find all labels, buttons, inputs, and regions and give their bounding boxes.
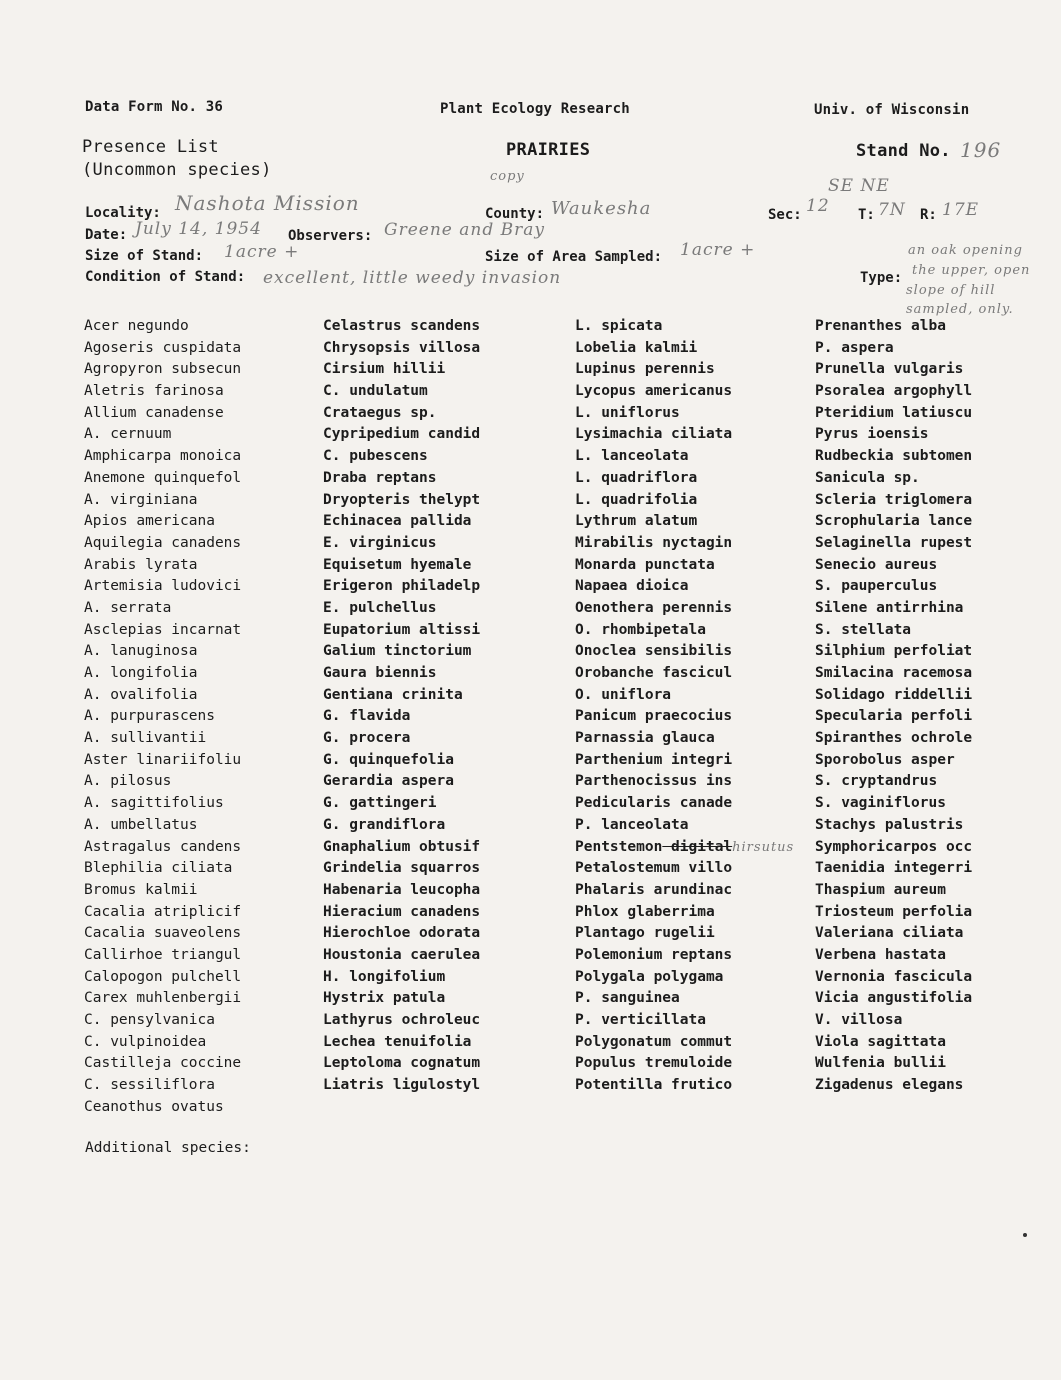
species-item: Liatris ligulostyl xyxy=(323,1077,481,1094)
species-item: C. pubescens xyxy=(323,448,428,465)
species-item: Monarda punctata xyxy=(575,556,715,573)
species-item: V. villosa xyxy=(815,1012,903,1028)
species-item: S. vaginiflorus xyxy=(815,795,946,812)
species-item: Lycopus americanus xyxy=(575,383,733,400)
stand-label: Stand No. xyxy=(856,141,951,161)
species-item: Thaspium aureum xyxy=(815,881,946,898)
species-item: Habenaria leucopha xyxy=(323,881,481,898)
species-item: A. virginiana xyxy=(84,491,198,508)
species-item: Silene antirrhina xyxy=(815,599,964,616)
species-item: A. longifolia xyxy=(84,665,198,681)
county-label: County: xyxy=(485,206,545,222)
species-item: Houstonia caerulea xyxy=(323,946,481,963)
species-item: Solidago riddellii xyxy=(815,686,973,703)
handwritten-epithet: hirsutus xyxy=(732,839,795,855)
range-value: 17E xyxy=(942,200,980,220)
species-item: Panicum praecocius xyxy=(575,708,733,725)
species-item: C. pensylvanica xyxy=(84,1012,215,1028)
species-item: Arabis lyrata xyxy=(84,556,198,573)
species-item: Cacalia suaveolens xyxy=(84,925,242,942)
species-item: Orobanche fascicul xyxy=(575,665,733,681)
species-item: L. lanceolata xyxy=(575,448,689,465)
species-item: Lythrum alatum xyxy=(575,513,698,530)
species-item: Chrysopsis villosa xyxy=(323,339,481,356)
species-item: Allium canadense xyxy=(84,404,224,421)
species-item: Petalostemum villo xyxy=(575,860,733,877)
species-item: Polygala polygama xyxy=(575,968,724,985)
species-item: Selaginella rupest xyxy=(815,534,973,551)
type-note-line1: an oak opening xyxy=(908,243,1023,258)
species-item: P. verticillata xyxy=(575,1012,706,1028)
species-item: Bromus kalmii xyxy=(84,881,198,898)
species-item: Asclepias incarnat xyxy=(84,621,242,638)
university: Univ. of Wisconsin xyxy=(814,102,970,118)
species-item: Astragalus candens xyxy=(84,838,242,855)
species-item: Parthenium integri xyxy=(575,751,733,768)
species-item: Gaura biennis xyxy=(323,665,437,681)
township-label: T: xyxy=(858,207,875,223)
observers-value: Greene and Bray xyxy=(384,220,545,240)
species-item: Silphium perfoliat xyxy=(815,643,973,660)
species-item: Apios americana xyxy=(84,513,215,530)
species-item: Polemonium reptans xyxy=(575,946,733,963)
species-item: Artemisia ludovici xyxy=(84,578,242,595)
species-item: Oenothera perennis xyxy=(575,599,733,616)
category-title: PRAIRIES xyxy=(506,140,591,160)
species-item: A. cernuum xyxy=(84,426,172,443)
species-item: Cirsium hillii xyxy=(323,361,446,378)
species-item: Gentiana crinita xyxy=(323,686,463,703)
species-item: Vicia angustifolia xyxy=(815,990,973,1007)
locality-value: Nashota Mission xyxy=(175,191,360,215)
species-item: Napaea dioica xyxy=(575,578,689,595)
species-item: Pyrus ioensis xyxy=(815,426,929,443)
area-size-label: Size of Area Sampled: xyxy=(485,249,663,265)
species-item: Aletris farinosa xyxy=(84,383,224,400)
section-value: 12 xyxy=(806,196,830,216)
species-item: Vernonia fascicula xyxy=(815,968,973,985)
species-item: Onoclea sensibilis xyxy=(575,643,733,660)
species-item: Phalaris arundinac xyxy=(575,881,733,898)
species-item: Viola sagittata xyxy=(815,1033,946,1050)
species-item: Echinacea pallida xyxy=(323,513,472,530)
date-label: Date: xyxy=(85,227,128,243)
struck-epithet: digital xyxy=(662,838,733,855)
species-column-3 xyxy=(575,316,794,1097)
species-item: Hieracium canadens xyxy=(323,903,481,920)
species-item: Amphicarpa monoica xyxy=(84,448,242,465)
species-item: Specularia perfoli xyxy=(815,708,973,725)
species-item: Agropyron subsecun xyxy=(84,361,242,378)
condition-value: excellent, little weedy invasion xyxy=(263,268,562,288)
species-item: Valeriana ciliata xyxy=(815,925,964,942)
species-item: Equisetum hyemale xyxy=(323,556,472,573)
species-item: A. serrata xyxy=(84,599,172,616)
species-item: Parthenocissus ins xyxy=(575,773,733,790)
species-item: C. sessiliflora xyxy=(84,1077,215,1094)
species-item: Erigeron philadelp xyxy=(323,578,481,595)
range-label: R: xyxy=(920,207,937,223)
species-item: Aquilegia canadens xyxy=(84,534,242,551)
species-item: Prenanthes alba xyxy=(815,318,946,334)
species-item: Lathyrus ochroleuc xyxy=(323,1012,481,1028)
paper-speck xyxy=(1023,1233,1027,1237)
species-item: A. umbellatus xyxy=(84,816,198,833)
species-item: Draba reptans xyxy=(323,469,437,486)
species-item: Mirabilis nyctagin xyxy=(575,534,733,551)
type-note-line4: sampled, only. xyxy=(906,302,1014,317)
species-item: P. aspera xyxy=(815,339,894,356)
species-item: Crataegus sp. xyxy=(323,404,437,421)
species-item: Plantago rugelii xyxy=(575,925,715,942)
species-item: Sanicula sp. xyxy=(815,469,920,486)
species-item: P. lanceolata xyxy=(575,816,689,833)
species-item: Carex muhlenbergii xyxy=(84,990,242,1007)
species-item: Gerardia aspera xyxy=(323,773,454,790)
species-item: Hierochloe odorata xyxy=(323,925,481,942)
species-item: Agoseris cuspidata xyxy=(84,339,242,356)
list-title: Presence List xyxy=(82,137,219,157)
species-item: H. longifolium xyxy=(323,968,446,985)
locality-label: Locality: xyxy=(85,205,161,221)
species-item: O. uniflora xyxy=(575,686,672,703)
species-item: Psoralea argophyll xyxy=(815,383,973,400)
species-item: Triosteum perfolia xyxy=(815,903,973,920)
species-item: Potentilla frutico xyxy=(575,1077,733,1094)
species-item: Wulfenia bullii xyxy=(815,1055,946,1072)
list-subtitle: (Uncommon species) xyxy=(82,160,272,180)
species-item: Leptoloma cognatum xyxy=(323,1055,481,1072)
species-item: A. pilosus xyxy=(84,773,172,790)
species-item: C. undulatum xyxy=(323,383,428,400)
species-item: Acer negundo xyxy=(84,318,189,334)
township-value: 7N xyxy=(878,200,906,220)
species-item: E. virginicus xyxy=(323,534,437,551)
species-item: A. sullivantii xyxy=(84,730,207,747)
stand-size-value: 1acre + xyxy=(224,242,300,262)
species-item: Zigadenus elegans xyxy=(815,1077,964,1094)
species-item: Verbena hastata xyxy=(815,946,946,963)
stand-size-label: Size of Stand: xyxy=(85,248,204,264)
species-item: P. sanguinea xyxy=(575,990,680,1007)
species-item: Hystrix patula xyxy=(323,990,446,1007)
section-label: Sec: xyxy=(768,207,802,223)
species-item: A. lanuginosa xyxy=(84,643,198,660)
species-item: Pedicularis canade xyxy=(575,795,733,812)
species-item: Dryopteris thelypt xyxy=(323,491,481,508)
species-item: L. uniflorus xyxy=(575,404,680,421)
date-value: July 14, 1954 xyxy=(135,219,262,239)
species-item: Pteridium latiuscu xyxy=(815,404,973,421)
species-item: Cacalia atriplicif xyxy=(84,903,242,920)
species-item: G. gattingeri xyxy=(323,795,437,812)
species-item: S. stellata xyxy=(815,621,912,638)
species-item: Galium tinctorium xyxy=(323,643,472,660)
area-size-value: 1acre + xyxy=(680,240,756,260)
species-item: Cypripedium candid xyxy=(323,426,481,443)
species-item: A. purpurascens xyxy=(84,708,215,725)
species-item: Eupatorium altissi xyxy=(323,621,481,638)
species-item: L. quadrifolia xyxy=(575,491,698,508)
species-item: Populus tremuloide xyxy=(575,1055,733,1072)
species-item: Scleria triglomera xyxy=(815,491,973,508)
species-column-2 xyxy=(323,316,480,1097)
species-item: Senecio aureus xyxy=(815,556,938,573)
form-number: Data Form No. 36 xyxy=(85,99,224,115)
species-item: Smilacina racemosa xyxy=(815,665,973,681)
species-item: G. quinquefolia xyxy=(323,751,454,768)
species-column-1 xyxy=(84,316,241,1118)
species-item: S. pauperculus xyxy=(815,578,938,595)
species-item: Blephilia ciliata xyxy=(84,860,233,877)
species-item: Parnassia glauca xyxy=(575,730,715,747)
species-item: Taenidia integerri xyxy=(815,860,973,877)
stand-number: 196 xyxy=(960,138,1002,162)
species-item: A. ovalifolia xyxy=(84,686,198,703)
species-item: Callirhoe triangul xyxy=(84,946,242,963)
species-item: L. spicata xyxy=(575,318,663,334)
species-item: Lysimachia ciliata xyxy=(575,426,733,443)
species-item: Lupinus perennis xyxy=(575,361,715,378)
species-item: G. flavida xyxy=(323,708,411,725)
species-item: Grindelia squarros xyxy=(323,860,481,877)
species-item: C. vulpinoidea xyxy=(84,1033,207,1050)
species-item: S. cryptandrus xyxy=(815,773,938,790)
species-item: Rudbeckia subtomen xyxy=(815,448,973,465)
species-item: Celastrus scandens xyxy=(323,318,481,334)
section-note: SE NE xyxy=(828,176,890,196)
species-item: Scrophularia lance xyxy=(815,513,973,530)
species-item: G. grandiflora xyxy=(323,816,446,833)
type-note-line3: slope of hill xyxy=(906,283,996,298)
species-column-4 xyxy=(815,316,972,1097)
type-note-line2: the upper, open xyxy=(912,263,1031,278)
copy-note: copy xyxy=(490,169,525,184)
species-item: Calopogon pulchell xyxy=(84,968,242,985)
species-item: Spiranthes ochrole xyxy=(815,730,973,747)
species-item: Polygonatum commut xyxy=(575,1033,733,1050)
species-item: Ceanothus ovatus xyxy=(84,1098,224,1115)
condition-label: Condition of Stand: xyxy=(85,269,246,285)
species-item: Castilleja coccine xyxy=(84,1055,242,1072)
species-item: Pentstemon digitalhirsutus xyxy=(575,838,795,855)
species-item: L. quadriflora xyxy=(575,469,698,486)
species-item: Sporobolus asper xyxy=(815,751,955,768)
species-item: Stachys palustris xyxy=(815,816,964,833)
species-item: Lobelia kalmii xyxy=(575,339,698,356)
species-item: Aster linariifoliu xyxy=(84,751,242,768)
species-item: O. rhombipetala xyxy=(575,621,706,638)
additional-species-label: Additional species: xyxy=(85,1140,251,1156)
species-item: Prunella vulgaris xyxy=(815,361,964,378)
county-value: Waukesha xyxy=(551,198,652,219)
observers-label: Observers: xyxy=(288,228,373,244)
type-label: Type: xyxy=(860,270,903,286)
species-item: Lechea tenuifolia xyxy=(323,1033,472,1050)
species-item: Phlox glaberrima xyxy=(575,903,715,920)
species-item: E. pulchellus xyxy=(323,599,437,616)
species-item: A. sagittifolius xyxy=(84,795,224,812)
species-item: G. procera xyxy=(323,730,411,747)
species-item: Gnaphalium obtusif xyxy=(323,838,481,855)
species-item: Symphoricarpos occ xyxy=(815,838,973,855)
organization: Plant Ecology Research xyxy=(440,101,630,117)
species-item: Anemone quinquefol xyxy=(84,469,242,486)
